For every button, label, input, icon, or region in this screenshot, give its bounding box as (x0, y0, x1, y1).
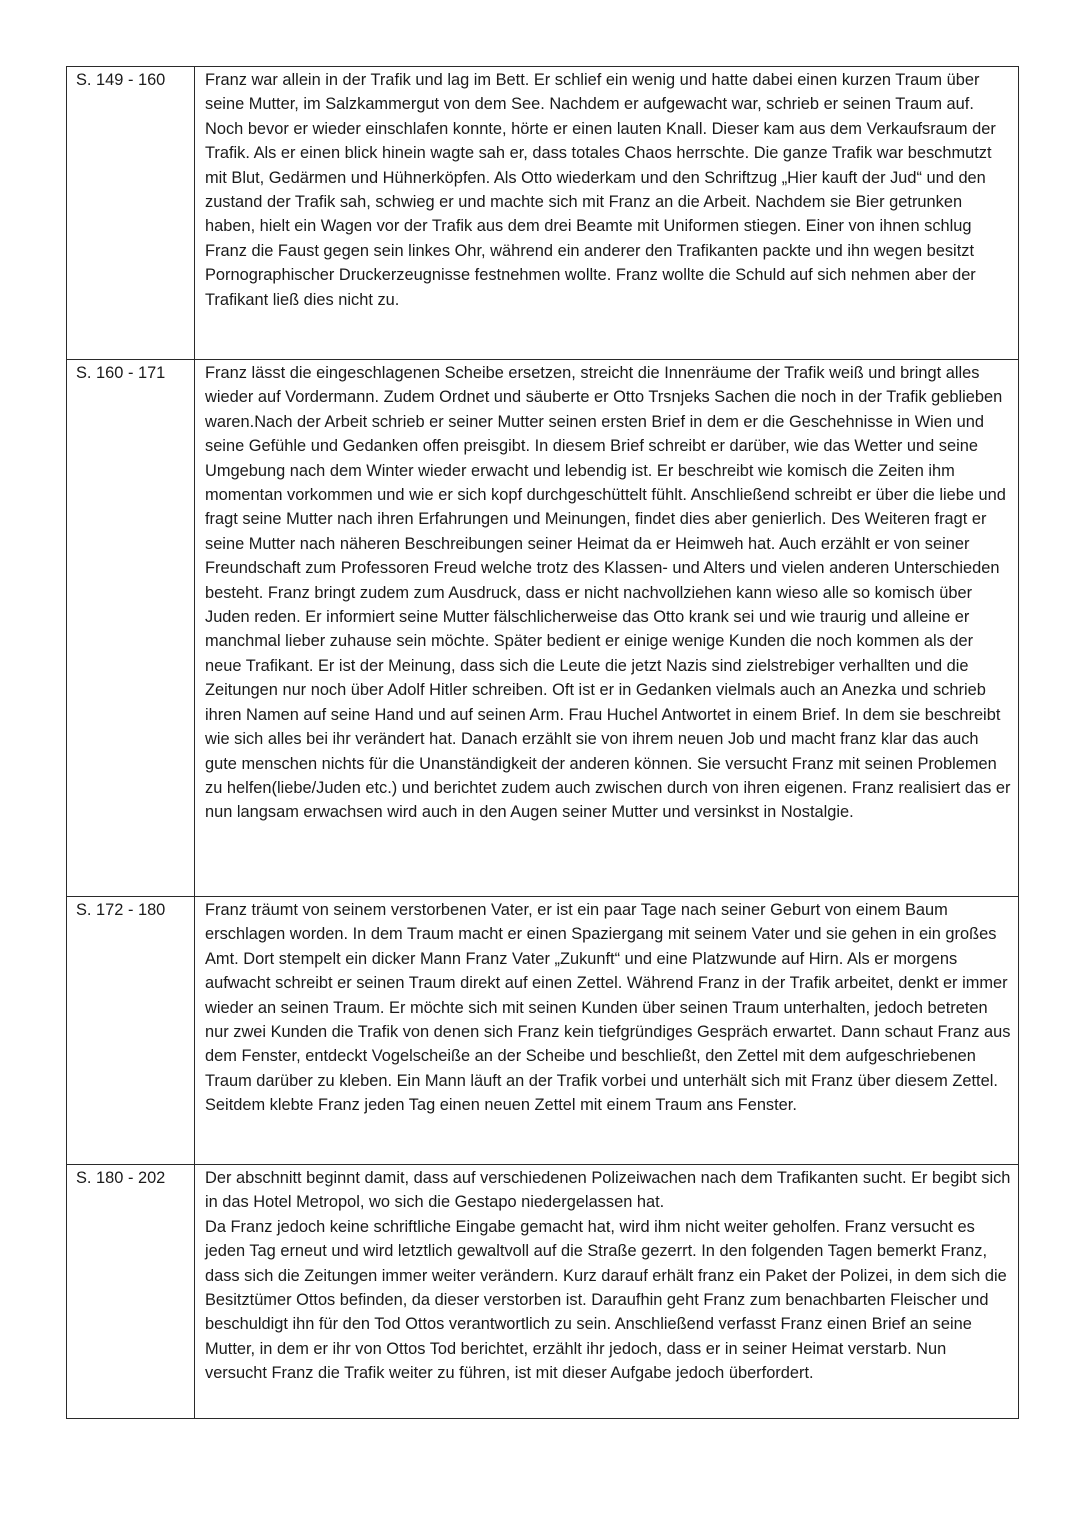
page-range-cell: S. 180 - 202 (67, 1165, 195, 1419)
summary-text-cell (195, 897, 1019, 1165)
summary-text-cell (195, 67, 1019, 360)
summary-paragraph: Da Franz jedoch keine schriftliche Eingabe gemacht hat, wird ihm nicht weiter geholfen. Franz versucht es jeden Tag erneut und wird letztlich gewaltvoll auf die Straße gezerrt. In den folgenden Tagen bemerkt Franz, dass sich die Zeitungen immer weiter verändern. Kurz darauf erhält franz ein Paket der Polizei, in dem sich die Besitztümer Ottos befinden, da dieser verstorben ist. Daraufhin geht Franz zum benachbarten Fleischer und beschuldigt ihn für den Tod Ottos verantwortlich zu sein. Anschließend verfasst Franz einen Brief an seine Mutter, in dem er ihr von Ottos Tod berichtet, erzählt ihr jedoch, dass er in seiner Heimat verstarb. Nun versucht Franz die Trafik weiter zu führen, ist mit dieser Aufgabe jedoch überfordert. (205, 1217, 1007, 1383)
chapter-summary-table (66, 66, 1019, 1419)
summary-row-4 (67, 1165, 1019, 1419)
summary-row-1 (67, 67, 1019, 360)
page-range-cell: S. 149 - 160 (67, 67, 195, 360)
summary-text-cell (195, 360, 1019, 897)
summary-text-cell (195, 1165, 1019, 1419)
summary-paragraph: Franz lässt die eingeschlagenen Scheibe ersetzen, streicht die Innenräume der Trafik weiß und bringt alles wieder auf Vordermann. Zudem Ordnet und säuberte er Otto Trsnjeks Sachen die noch in der Trafik geblieben waren.Nach der Arbeit schrieb er seiner Mutter seinen ersten Brief in dem er die Geschehnisse in Wien und seine Gefühle und Gedanken offen preisgibt. In diesem Brief schreibt er darüber, wie das Wetter und seine Umgebung nach dem Winter wieder erwacht und lebendig ist. Er beschreibt wie komisch die Zeiten ihm momentan vorkommen und wie er sich kopf durchgeschüttelt fühlt. Anschließend schreibt er über die liebe und fragt seine Mutter nach ihren Erfahrungen und Meinungen, findet dies aber genierlich. Des Weiteren fragt er seine Mutter nach näheren Beschreibungen seiner Heimat da er Heimweh hat. Auch erzählt er von seiner Freundschaft zum Professoren Freud welche trotz des Klassen- und Alters und vielen anderen Unterschieden besteht. Franz bringt zudem zum Ausdruck, dass er nicht nachvollziehen kann wieso alle so komisch über Juden reden. Er informiert seine Mutter fälschlicherweise das Otto krank sei und wie traurig und alleine er manchmal lieber zuhause sein möchte. Später bedient er einige wenige Kunden die noch kommen als der neue Trafikant. Er ist der Meinung, dass sich die Leute die jetzt Nazis sind zielstrebiger verhallten und die Zeitungen nur noch über Adolf Hitler schreiben. Oft ist er in Gedanken vielmals auch an Anezka und schrieb ihren Namen auf seine Hand und auf seinen Arm. Frau Huchel Antwortet in einem Brief. In dem sie beschreibt wie sich alles bei ihr verändert hat. Danach erzählt sie von ihrem neuen Job und macht franz klar das auch gute menschen nichts für die Unanständigkeit der anderen können. Sie versucht Franz mit seinen Problemen zu helfen(liebe/Juden etc.) und berichtet zudem auch zwischen durch von ihren eigenen. Franz realisiert das er nun langsam erwachsen wird auch in den Augen seiner Mutter und versinkst in Nostalgie. (205, 364, 1011, 822)
summary-row-3 (67, 897, 1019, 1165)
summary-row-2 (67, 360, 1019, 897)
summary-paragraph: Franz war allein in der Trafik und lag im Bett. Er schlief ein wenig und hatte dabei einen kurzen Traum über seine Mutter, im Salzkammergut von dem See. Nachdem er aufgewacht war, schrieb er seinen Traum auf. Noch bevor er wieder einschlafen konnte, hörte er einen lauten Knall. Dieser kam aus dem Verkaufsraum der Trafik. Als er einen blick hinein wagte sah er, dass totales Chaos herrschte. Die ganze Trafik war beschmutzt mit Blut, Gedärmen und Hühnerköpfen. Als Otto wiederkam und den Schriftzug „Hier kauft der Jud“ und den zustand der Trafik sah, schwieg er und machte sich mit Franz an die Arbeit. Nachdem sie Bier getrunken haben, hielt ein Wagen vor der Trafik aus dem drei Beamte mit Uniformen stiegen. Einer von ihnen schlug Franz die Faust gegen sein linkes Ohr, während ein anderer den Trafikanten packte und ihn wegen besitzt Pornographischer Druckerzeugnisse festnehmen wollte. Franz wollte die Schuld auf sich nehmen aber der Trafikant ließ dies nicht zu. (205, 71, 996, 309)
summary-paragraph: Der abschnitt beginnt damit, dass auf verschiedenen Polizeiwachen nach dem Trafikanten sucht. Er begibt sich in das Hotel Metropol, wo sich die Gestapo niedergelassen hat. (205, 1169, 1011, 1212)
page-range-cell: S. 160 - 171 (67, 360, 195, 897)
summary-paragraph: Franz träumt von seinem verstorbenen Vater, er ist ein paar Tage nach seiner Geburt von einem Baum erschlagen worden. In dem Traum macht er einen Spaziergang mit seinem Vater und sie gehen in ein großes Amt. Dort stempelt ein dicker Mann Franz Vater „Zukunft“ und eine Platzwunde auf Hirn. Als er morgens aufwacht schreibt er seinen Traum direkt auf einen Zettel. Während Franz in der Trafik arbeitet, denkt er immer wieder an seinen Traum. Er möchte sich mit seinen Kunden über seinen Traum unterhalten, jedoch betreten nur zwei Kunden die Trafik von denen sich Franz kein tiefgründiges Gespräch erwartet. Dann schaut Franz aus dem Fenster, entdeckt Vogelscheiße an der Scheibe und beschließt, den Zettel mit dem aufgeschriebenen Traum darüber zu kleben. Ein Mann läuft an der Trafik vorbei und unterhält sich mit Franz über diesem Zettel. Seitdem klebte Franz jeden Tag einen neuen Zettel mit einem Traum ans Fenster. (205, 901, 1011, 1115)
page-range-cell: S. 172 - 180 (67, 897, 195, 1165)
